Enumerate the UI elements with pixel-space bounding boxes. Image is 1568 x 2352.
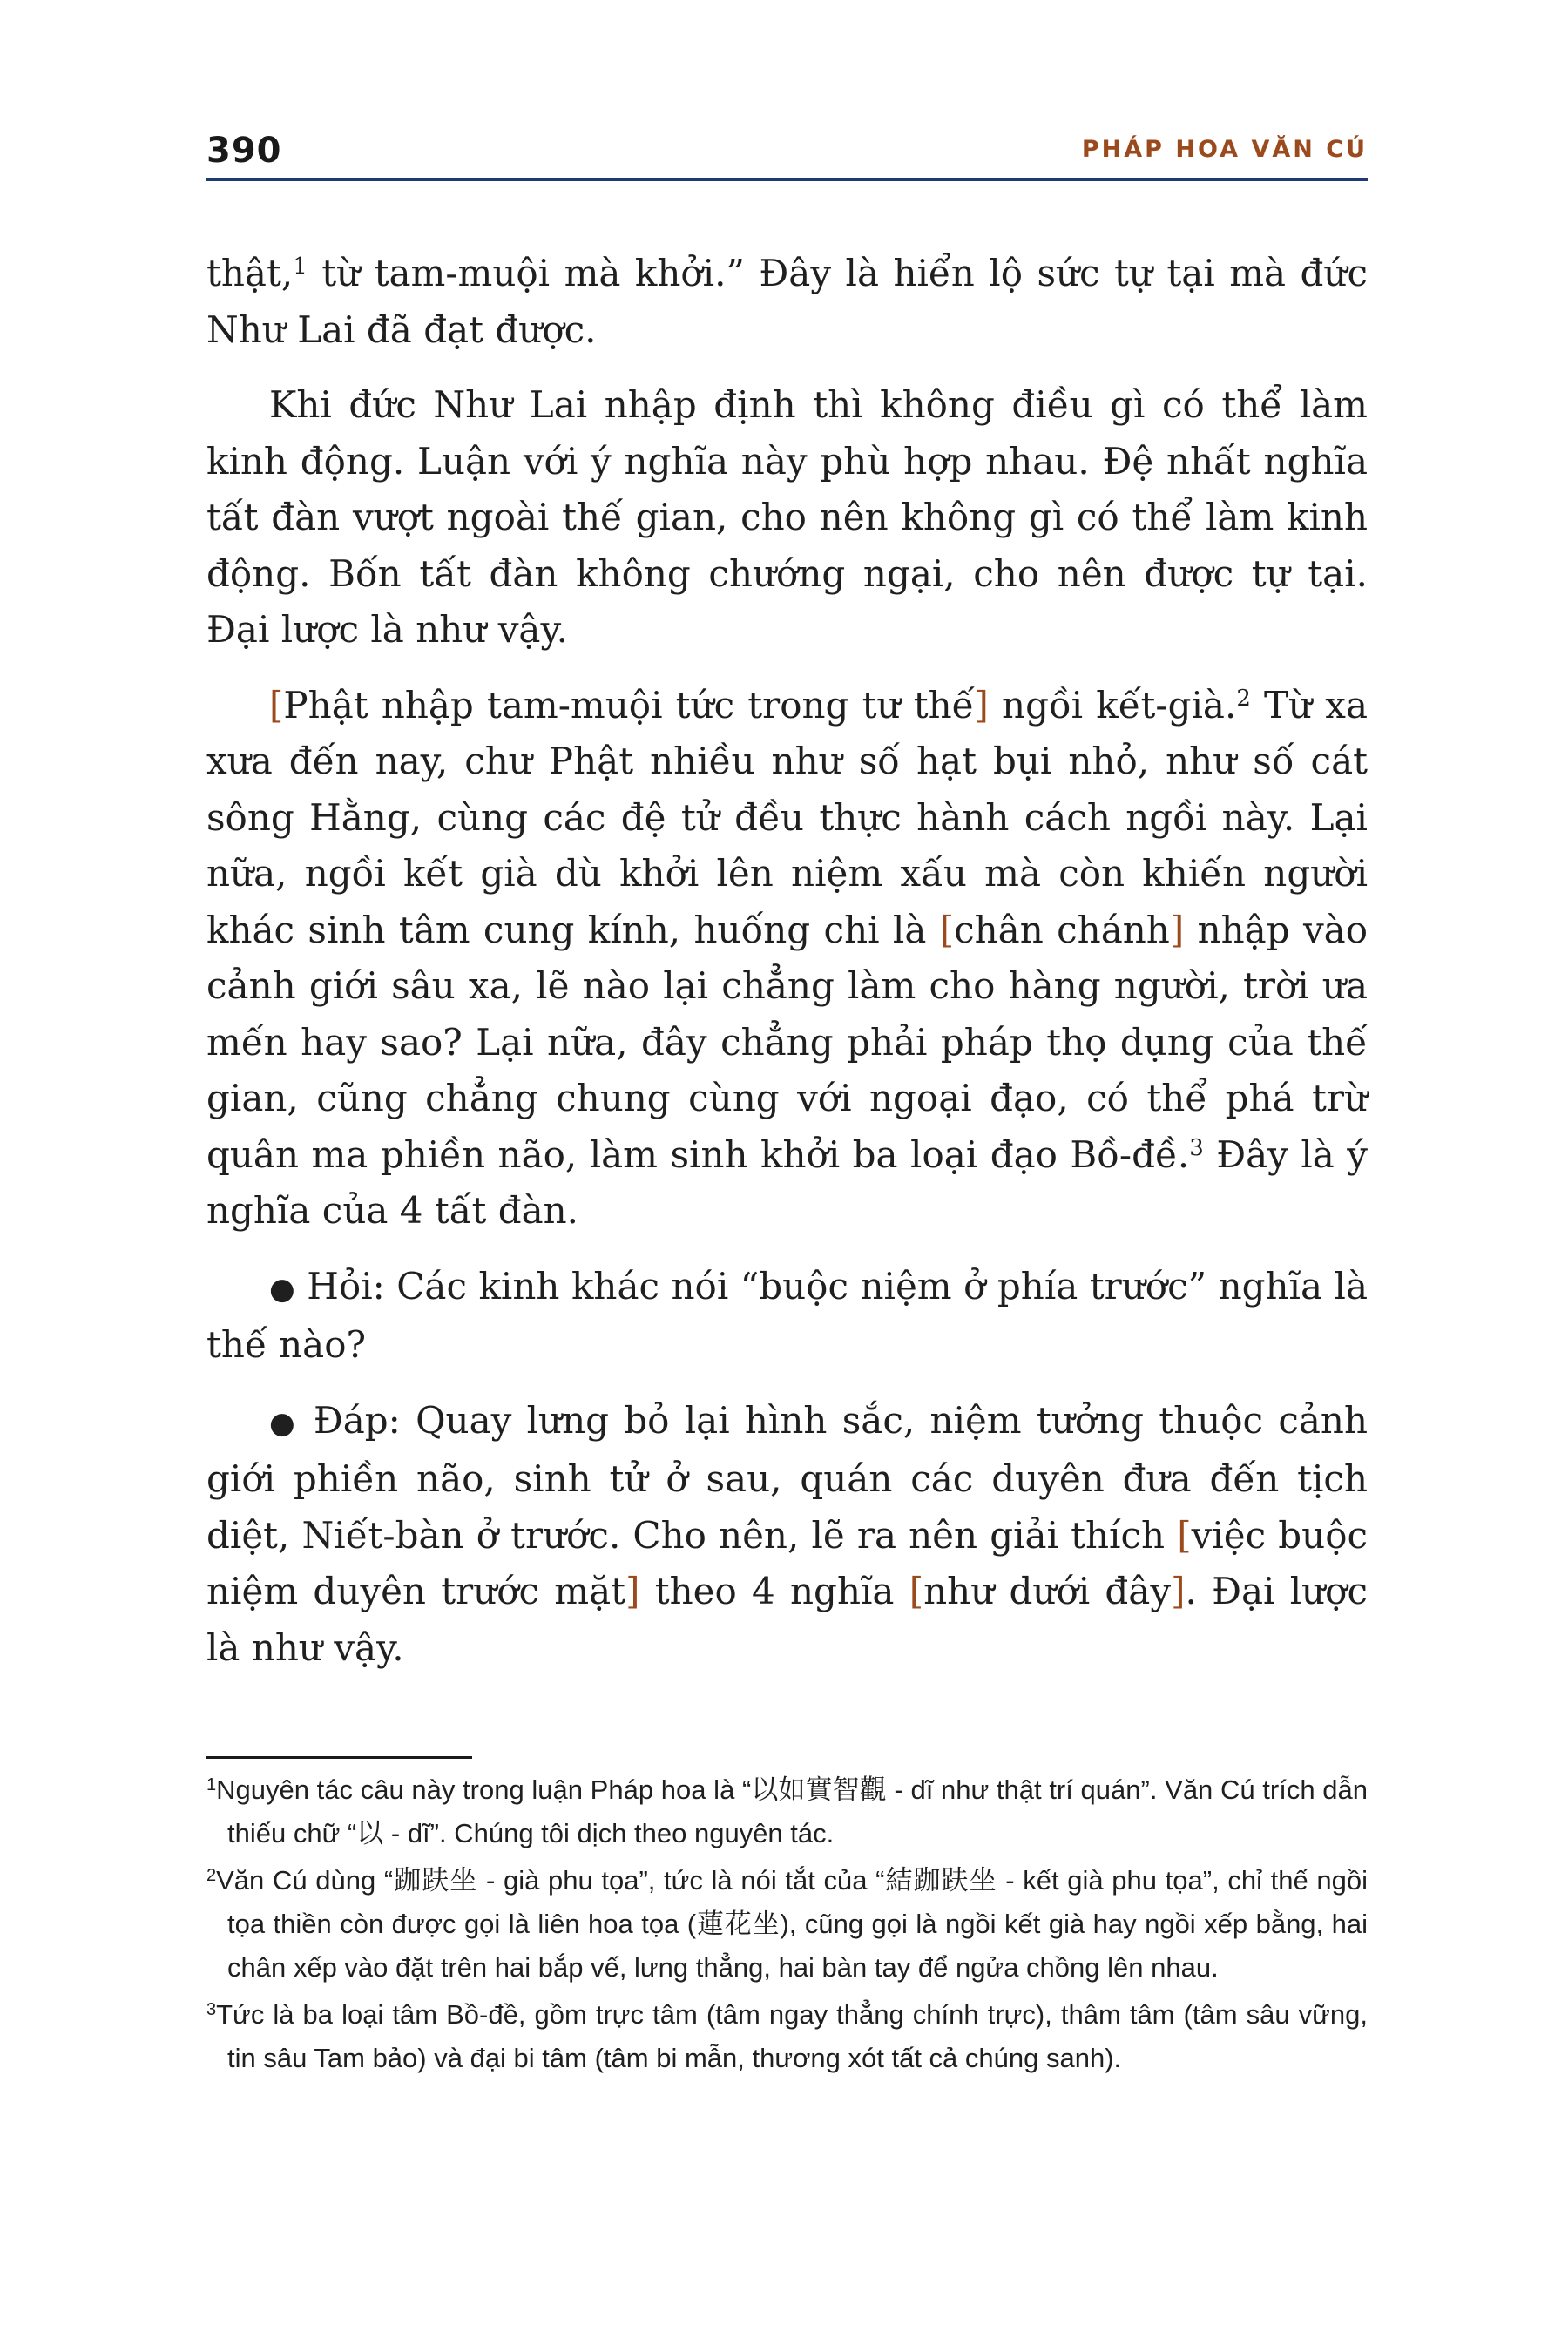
footnote-ref-1: 1 — [293, 253, 308, 280]
footnote-ref-2: 2 — [1236, 685, 1251, 712]
bullet-icon: ● — [269, 1271, 295, 1307]
footnote-1: $^1$Nguyên tác câu này trong luận Pháp hoa là “以如實智觀 - dĩ như thật trí quán”. Văn Cú trích dẫn thiếu chữ “以 - dĩ”. Chúng tôi dịch theo nguyên tác. — [206, 1774, 1368, 1848]
footnote-2: $^2$Văn Cú dùng “跏趺坐 - già phu tọa”, tức là nói tắt của “結跏趺坐 - kết già phu tọa”, chỉ thế ngồi tọa thiền còn được gọi là liên hoa tọa (蓮花坐), cũng gọi là ngồi kết già hay ngồi xếp bằng, hai chân xếp vào đặt trên hai bắp vế, lưng thẳng, hai bàn tay để ngửa chồng lên nhau. — [206, 1865, 1368, 1983]
bracket-close: ] — [625, 1570, 640, 1612]
bracket-open: [ — [939, 908, 955, 951]
paragraph-answer: ● Đáp: Quay lưng bỏ lại hình sắc, niệm tưởng thuộc cảnh giới phiền não, sinh tử ở sau, quán các duyên đưa đến tịch diệt, Niết-bàn ở trước. Cho nên, lẽ ra nên giải thích [việc buộc niệm duyên trước mặt] theo 4 nghĩa [như dưới đây]. Đại lược là như vậy. — [206, 1398, 1369, 1669]
footnote-rule — [206, 1756, 472, 1759]
paragraph-3: [Phật nhập tam-muội tức trong tư thế] ngồi kết-già.$^2$ Từ xa xưa đến nay, chư Phật nhiều như số hạt bụi nhỏ, như số cát sông Hằng, cùng các đệ tử đều thực hành cách ngồi này. Lại nữa, ngồi kết già dù khởi lên niệm xấu mà còn khiến người khác sinh tâm cung kính, huống chi là [chân chánh] nhập vào cảnh giới sâu xa, lẽ nào lại chẳng làm cho hàng người, trời ưa mến hay sao? Lại nữa, đây chẳng phải pháp thọ dụng của thế gian, cũng chẳng chung cùng với ngoại đạo, có thể phá trừ quân ma phiền não, làm sinh khởi ba loại đạo Bồ-đề.$^3$ Đây là ý nghĩa của 4 tất đàn. — [206, 683, 1369, 1232]
paragraph-1: thật,$^1$ từ tam-muội mà khởi.” Đây là hiển lộ sức tự tại mà đức Như Lai đã đạt được. — [206, 252, 1368, 351]
bracket-close: ] — [974, 683, 989, 727]
footnote-ref-3: 3 — [1189, 1134, 1204, 1161]
bracket-open: [ — [1177, 1513, 1192, 1557]
bracket-open: [ — [909, 1570, 924, 1612]
paragraph-2: Khi đức Như Lai nhập định thì không điều gì có thể làm kinh động. Luận với ý nghĩa này phù hợp nhau. Đệ nhất nghĩa tất đàn vượt ngoài thế gian, cho nên không gì có thể làm kinh động. Bốn tất đàn không chướng ngại, cho nên được tự tại. Đại lược là như vậy. — [206, 383, 1368, 651]
page-header — [206, 122, 1368, 183]
running-title: PHÁP HOA VĂN CÚ — [1081, 136, 1368, 163]
bullet-icon: ● — [269, 1405, 299, 1441]
paragraph-question: ● Hỏi: Các kinh khác nói “buộc niệm ở phía trước” nghĩa là thế nào? — [206, 1264, 1368, 1366]
bracket-close: ] — [1171, 1570, 1186, 1612]
bracket-open: [ — [269, 683, 284, 727]
footnote-3: $^3$Tức là ba loại tâm Bồ-đề, gồm trực tâm (tâm ngay thẳng chính trực), thâm tâm (tâm sâu vững, tin sâu Tam bảo) và đại bi tâm (tâm bi mẫn, thương xót tất cả chúng sanh). — [206, 1999, 1368, 2073]
body-text — [206, 246, 1368, 1695]
footnotes — [206, 1768, 1368, 2084]
page-number: 390 — [206, 131, 282, 171]
bracket-close: ] — [1169, 908, 1185, 951]
header-rule — [206, 178, 1368, 181]
